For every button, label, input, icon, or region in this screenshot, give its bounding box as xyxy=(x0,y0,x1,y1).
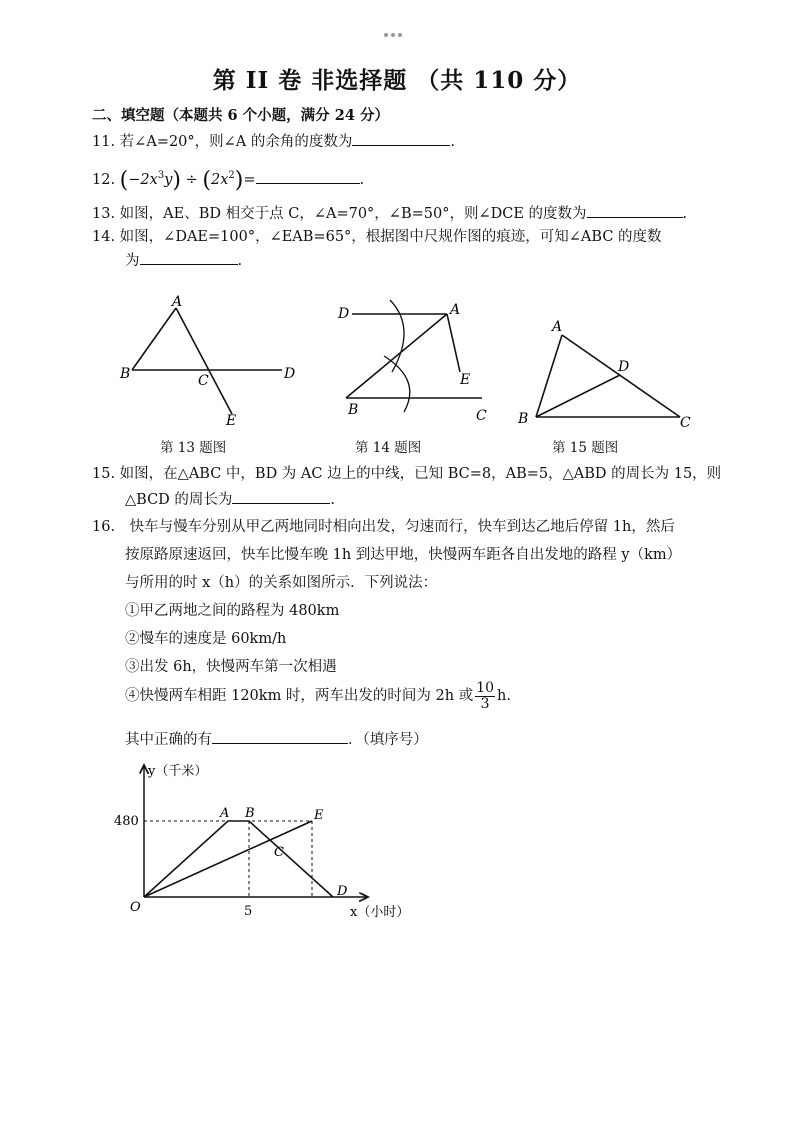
question-number: 14. xyxy=(92,229,116,245)
question-number: 16. xyxy=(92,519,116,535)
label-d: D xyxy=(618,359,630,375)
label-b: B xyxy=(518,411,529,427)
label-c: C xyxy=(476,408,487,424)
punctuation: . xyxy=(682,206,688,222)
figure-15 xyxy=(512,315,697,430)
question-12 xyxy=(92,166,364,191)
point-label-a: A xyxy=(220,806,230,821)
punctuation: . xyxy=(237,253,243,269)
x-tick-label: 5 xyxy=(244,904,253,919)
option-2: ②慢车的速度是 60km/h xyxy=(125,631,287,647)
right-paren-icon: ) xyxy=(172,167,181,193)
left-paren-icon: ( xyxy=(202,167,211,193)
label-b: B xyxy=(348,402,359,418)
option-4 xyxy=(125,680,511,712)
question-text: 快车与慢车分别从甲乙两地同时相向出发，匀速而行，快车到达乙地后停留 1h，然后 xyxy=(129,519,675,535)
punctuation: . xyxy=(330,492,336,508)
left-paren-icon: ( xyxy=(119,167,129,193)
series-line-1 xyxy=(144,821,333,897)
point-label-e: E xyxy=(314,808,324,823)
exponent: 2 xyxy=(228,170,235,181)
punctuation: . xyxy=(450,134,455,150)
section-header: 二、填空题（本题共 6 个小题，满分 24 分） xyxy=(92,107,389,124)
answer-blank[interactable] xyxy=(352,131,450,146)
exponent: 3 xyxy=(157,170,165,181)
option-text: ④快慢两车相距 120km 时，两车出发的时间为 2h 或 xyxy=(125,688,474,704)
answer-prefix: 其中正确的有 xyxy=(125,732,212,748)
label-b: B xyxy=(120,366,131,382)
answer-blank[interactable] xyxy=(212,729,348,744)
question-number: 12. xyxy=(92,171,116,188)
answer-line xyxy=(125,729,428,750)
question-text: 如图，AE、BD 相交于点 C，∠A=70°，∠B=50°，则∠DCE 的度数为 xyxy=(119,206,587,222)
label-a: A xyxy=(552,319,563,335)
option-1: ①甲乙两地之间的路程为 480km xyxy=(125,603,340,619)
answer-suffix: ．（填序号） xyxy=(348,732,428,748)
label-d: D xyxy=(284,366,296,382)
question-13 xyxy=(92,203,687,224)
expr-term: 2x xyxy=(210,171,229,188)
option-3: ③出发 6h，快慢两车第一次相遇 xyxy=(125,659,337,675)
answer-blank[interactable] xyxy=(232,489,330,504)
figure-15-caption: 第 15 题图 xyxy=(552,440,619,456)
label-c: C xyxy=(680,415,691,430)
label-d: D xyxy=(338,306,350,322)
y-axis-label: y（千米） xyxy=(148,764,208,779)
question-number: 13. xyxy=(92,206,116,222)
punctuation: . xyxy=(359,171,365,188)
question-11 xyxy=(92,131,455,152)
series-line-2 xyxy=(144,821,312,897)
distance-time-chart xyxy=(100,755,430,930)
figure-14-caption: 第 14 题图 xyxy=(355,440,422,456)
option-text: h. xyxy=(497,688,511,704)
question-15 xyxy=(92,464,721,484)
right-paren-icon: ) xyxy=(234,167,244,193)
question-text: 如图，∠DAE=100°，∠EAB=65°，根据图中尺规作图的痕迹，可知∠ABC 的度数 xyxy=(119,229,662,245)
fraction xyxy=(475,681,495,712)
question-text: 若∠A=20°，则∠A 的余角的度数为 xyxy=(119,134,353,150)
expr-term: y xyxy=(164,171,173,188)
fraction-numerator: 10 xyxy=(476,679,495,696)
label-e: E xyxy=(460,372,471,388)
page-title: 第 II 卷 非选择题 （共 110 分） xyxy=(212,67,582,94)
operator: ÷ xyxy=(185,171,198,188)
operator: = xyxy=(243,171,256,188)
question-16-line2: 按原路原速返回，快车比慢车晚 1h 到达甲地，快慢两车距各自出发地的路程 y（km） xyxy=(125,547,682,563)
question-text: 为 xyxy=(125,253,140,269)
expr-term: −2x xyxy=(128,171,158,188)
label-c: C xyxy=(198,373,209,389)
drag-handle-dots xyxy=(384,22,414,30)
question-text: 如图，在△ABC 中，BD 为 AC 边上的中线，已知 BC=8，AB=5，△ABD 的周长为 15，则 xyxy=(119,466,722,482)
x-axis-label: x（小时） xyxy=(350,905,410,920)
question-text: △BCD 的周长为 xyxy=(125,492,233,508)
fraction-denominator: 3 xyxy=(480,695,490,712)
y-tick-label: 480 xyxy=(114,814,139,829)
label-e: E xyxy=(226,413,237,429)
question-number: 11. xyxy=(92,134,116,150)
question-15-cont xyxy=(125,489,335,510)
question-16 xyxy=(92,517,675,537)
question-16-line3: 与所用的时 x（h）的关系如图所示．下列说法： xyxy=(125,575,438,591)
figure-13 xyxy=(110,290,310,430)
figure-14 xyxy=(332,288,502,428)
answer-blank[interactable] xyxy=(587,203,683,218)
figure-13-caption: 第 13 题图 xyxy=(160,440,227,456)
question-14-cont xyxy=(125,250,242,271)
answer-blank[interactable] xyxy=(140,250,238,265)
question-number: 15. xyxy=(92,466,116,482)
label-a: A xyxy=(172,294,183,310)
point-label-c: C xyxy=(274,845,284,860)
question-14 xyxy=(92,227,662,247)
answer-blank[interactable] xyxy=(256,169,360,184)
point-label-b: B xyxy=(245,806,255,821)
point-label-d: D xyxy=(337,884,348,899)
label-a: A xyxy=(450,302,461,318)
origin-label: O xyxy=(130,900,141,915)
